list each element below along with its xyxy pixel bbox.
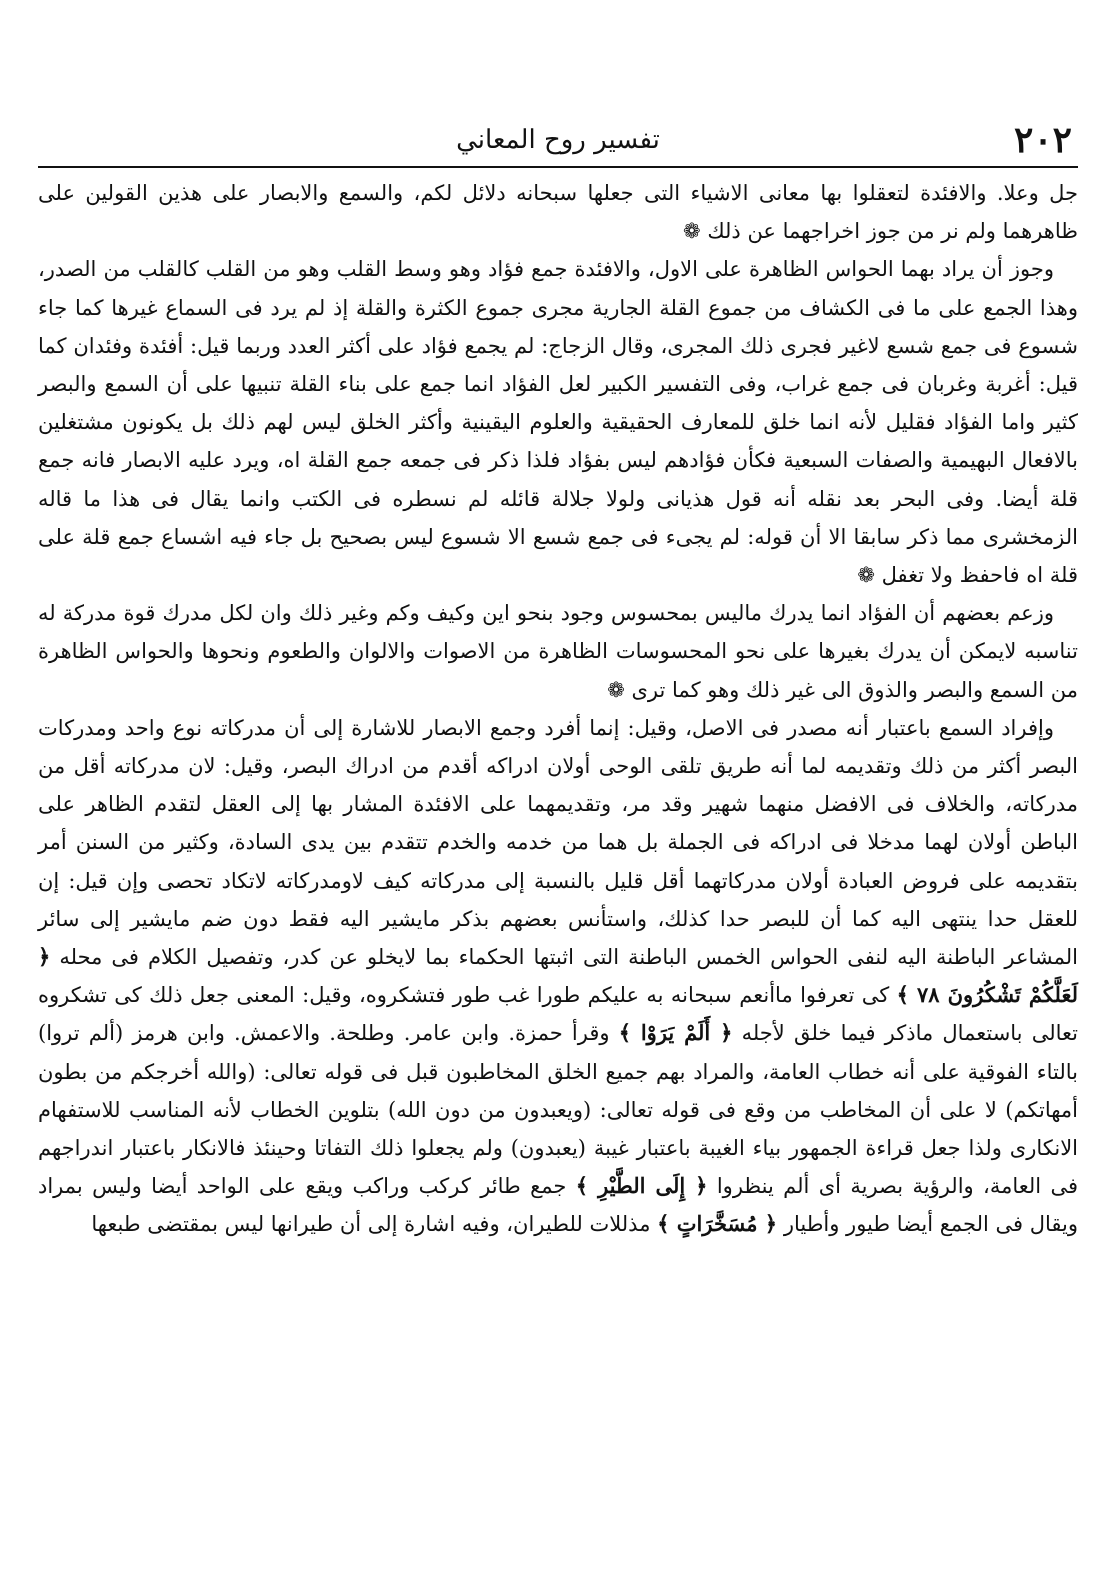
paragraph-2: وجوز أن يراد بهما الحواس الظاهرة على الاول، والافئدة جمع فؤاد وهو وسط القلب وهو من القلب كالقلب من الصدر، وهذا الجمع على ما فى الكشاف من جموع القلة الجارية مجرى جموع الكثرة والقلة إذ لم يرد فى السماع غيرها كما جاء شسوع فى جمع شسع لاغير فجرى ذلك المجرى، وقال الزجاج: لم يجمع فؤاد على أكثر العدد وربما قيل: أفئدة وفئدان كما قيل: أغربة وغربان فى جمع غراب، وفى التفسير الكبير لعل الفؤاد انما جمع على بناء القلة تنبيها على أن السمع والبصر كثير واما الفؤاد فقليل لأنه انما خلق للمعارف الحقيقية والعلوم اليقينية وأكثر الخلق ليس لهم ذلك بل يكونون مشتغلين بالافعال البهيمية والصفات السبعية فكأن فؤادهم ليس بفؤاد فلذا ذكر فى جمعه جمع القلة اه، ويرد عليه الابصار فانه جمع قلة أيضا. وفى البحر بعد نقله أنه قول هذيانى ولولا جلالة قائله لم نسطره فى الكتب وانما يقال فى هذا ما قاله الزمخشرى مما ذكر سابقا الا أن قوله: لم يجىء فى جمع شسع الا شسوع ليس بصحيح بل جاء فيه اشساع جمع قلة على قلة اه فاحفظ ولا تغفل ❁ bbox=[38, 257, 1078, 588]
page-header bbox=[38, 118, 1078, 168]
verse-1-commentary: كى تعرفوا ماأنعم سبحانه به عليكم طورا غب طور فتشكروه، وقيل: المعنى جعل ذلك كى تشكروه تعالى باستعمال ماذكر فيما خلق لأجله bbox=[38, 983, 1078, 1046]
quran-verse-1: ﴿ لَعَلَّكُمْ تَشْكُرُونَ ٧٨ ﴾ bbox=[38, 944, 1078, 1008]
page-number: ٢٠٢ bbox=[1013, 119, 1072, 161]
verse-3-commentary: جمع طائر كركب وراكب ويقع على الواحد أيضا وليس بمراد ويقال فى الجمع أيضا طيور وأطيار bbox=[38, 1174, 1078, 1237]
paragraph-4-text: وإفراد السمع باعتبار أنه مصدر فى الاصل، وقيل: إنما أفرد وجمع الابصار للاشارة إلى أن مدركاته نوع واحد ومدركات البصر أكثر من ذلك وتقديمه لما أنه طريق تلقى الوحى أولان ادراكه أقدم من ادراك البصر، وقيل: لان مدركاته أقل من مدركاته، والخلاف فى الافضل منهما شهير وقد مر، وتقديمهما على الافئدة المشار بها إلى العقل لتقدم الظاهر على الباطن أولان لهما مدخلا فى ادراكه فى الجملة بل هما من خدمه والخدم تتقدم بين يدى السادة، وكثير من السنن أمر بتقديمه على فروض العبادة أولان مدركاتهما أقل قليل بالنسبة إلى مدركاته كيف لاومدركاته لاتكاد تحصى وإن قيل: إن للعقل حدا ينتهى اليه كما أن للبصر حدا كذلك، واستأنس بعضهم بذكر مايشير اليه فقط دون ضم مايشير إلى سائر المشاعر الباطنة اليه لنفى الحواس الخمس الباطنة التى اثبتها الحكماء بما لايخلو عن كدر، وتفصيل الكلام فى محله bbox=[38, 715, 1078, 970]
paragraph-1: جل وعلا. والافئدة لتعقلوا بها معانى الاشياء التى جعلها سبحانه دلائل لكم، والسمع والابصار على هذين القولين على ظاهرهما ولم نر من جوز اخراجهما عن ذلك ❁ bbox=[38, 181, 1078, 244]
paragraph-4 bbox=[38, 709, 1078, 1244]
verse-4-commentary: مذللات للطيران، وفيه اشارة إلى أن طيرانها ليس بمقتضى طبعها bbox=[91, 1212, 651, 1237]
verse-2-commentary: وقرأ حمزة. وابن عامر. وطلحة. والاعمش. وابن هرمز (ألم تروا) بالتاء الفوقية على أنه خطاب العامة، والمراد بهم جميع الخلق المخاطبون قبل فى قوله تعالى: (والله أخرجكم من بطون أمهاتكم) لا على أن المخاطب من وقع فى قوله تعالى: (ويعبدون من دون الله) بتلوين الخطاب لأنه المناسب للاستفهام الانكارى ولذا جعل قراءة الجمهور بياء الغيبة باعتبار غيبة (يعبدون) ولم يجعلوا ذلك التفاتا وحينئذ فالانكار باعتبار اندراجهم فى العامة، والرؤية بصرية أى ألم ينظروا bbox=[38, 1021, 1078, 1199]
body-text bbox=[38, 174, 1078, 1244]
document-page bbox=[38, 118, 1078, 1558]
running-title: تفسير روح المعاني bbox=[456, 125, 660, 155]
quran-verse-4: ﴿ مُسَخَّرَاتٍ ﴾ bbox=[657, 1211, 778, 1237]
quran-verse-3: ﴿ إِلَى الطَّيْرِ ﴾ bbox=[575, 1173, 708, 1199]
quran-verse-2: ﴿ أَلَمْ يَرَوْا ﴾ bbox=[618, 1020, 733, 1046]
paragraph-3: وزعم بعضهم أن الفؤاد انما يدرك ماليس بمحسوس وجود بنحو اين وكيف وكم وغير ذلك وان لكل مدرك قوة مدركة له تناسبه لايمكن أن يدرك بغيرها على نحو المحسوسات الظاهرة من الاصوات والالوان والطعوم ونحوها والحواس الظاهرة من السمع والبصر والذوق الى غير ذلك وهو كما ترى ❁ bbox=[38, 601, 1078, 702]
